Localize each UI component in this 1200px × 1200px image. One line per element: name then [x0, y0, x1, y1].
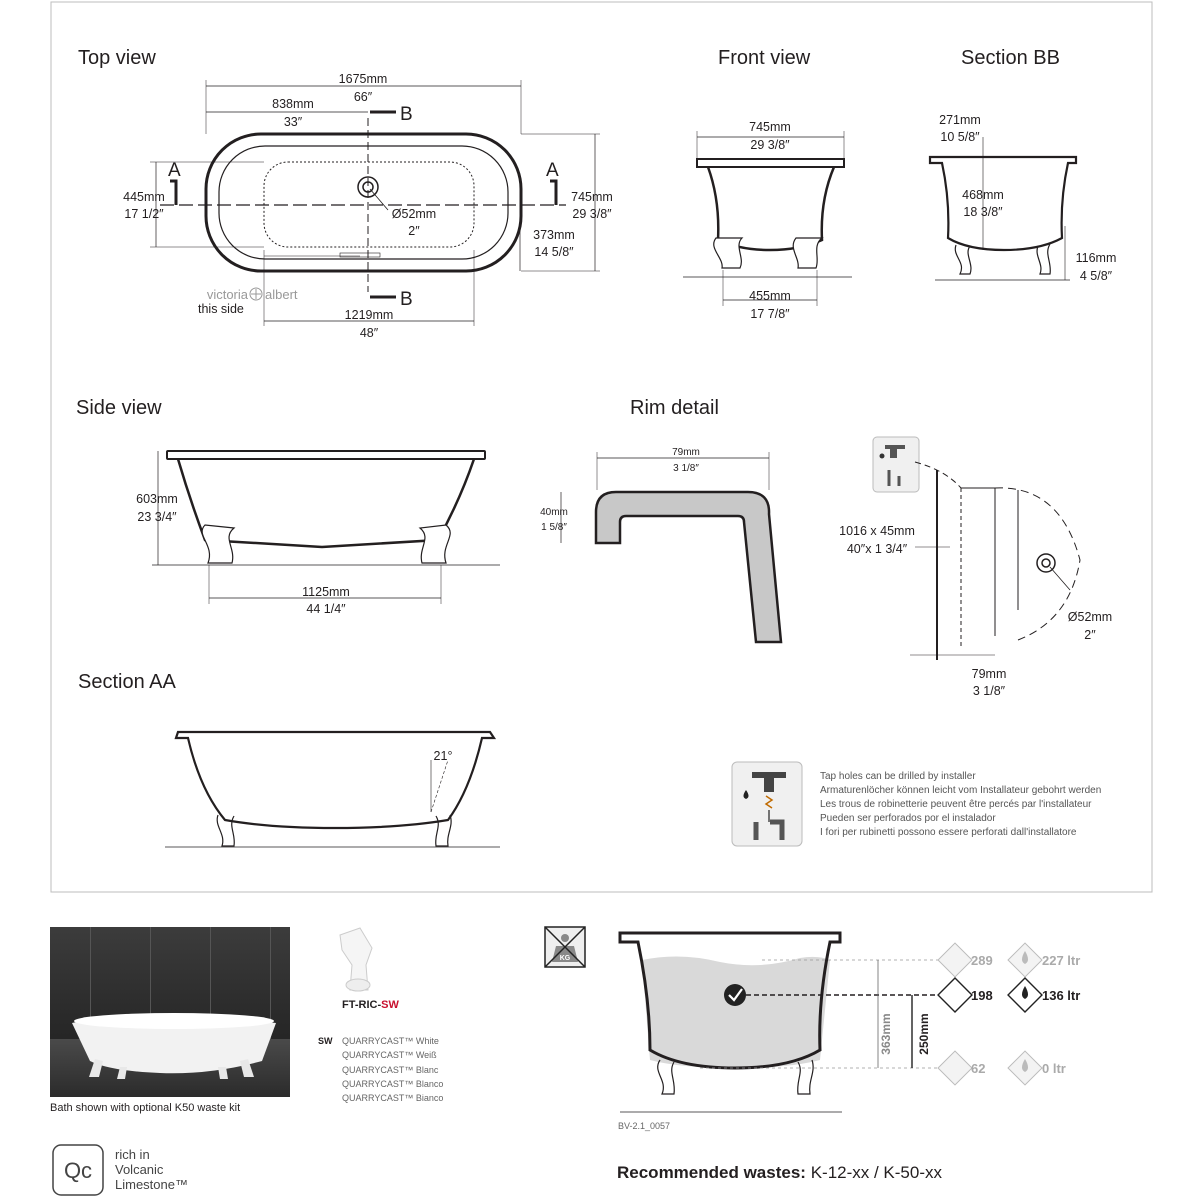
top-waste-mm: Ø52mm — [391, 207, 437, 221]
heading-section-bb: Section BB — [961, 47, 1060, 69]
side-feet-mm: 1125mm — [302, 585, 350, 599]
rim-width-in: 3 1/8″ — [673, 463, 699, 474]
side-view-drawing — [152, 451, 500, 604]
top-half-in: 33″ — [283, 115, 303, 129]
heading-top-view: Top view — [78, 47, 156, 69]
tap-waste-mm: Ø52mm — [1067, 610, 1113, 624]
top-marker-b-top: B — [400, 104, 413, 125]
bb-rim-mm: 271mm — [939, 113, 981, 127]
kg-icon — [938, 943, 972, 977]
qc-line-3: Limestone™ — [115, 1177, 188, 1192]
rim-height-mm: 40mm — [540, 507, 568, 518]
heading-section-aa: Section AA — [78, 671, 176, 693]
tap-note-line-1: Tap holes can be drilled by installer — [820, 771, 976, 782]
bb-depth-mm: 468mm — [962, 188, 1004, 202]
photo-caption: Bath shown with optional K50 waste kit — [50, 1102, 241, 1114]
capacity-row-full — [938, 943, 1080, 977]
top-width-mm: 745mm — [571, 190, 613, 204]
qc-line-2: Volcanic — [115, 1162, 164, 1177]
weight-icon — [545, 927, 585, 967]
top-base-in: 48″ — [359, 326, 379, 340]
brand-victoria: victoria — [206, 287, 248, 302]
svg-text:Qc: Qc — [63, 1158, 93, 1183]
side-feet-in: 44 1/4″ — [306, 602, 346, 616]
tap-hole-icon — [732, 762, 802, 846]
qc-description — [115, 1147, 188, 1192]
rim-width-mm: 79mm — [672, 447, 700, 458]
drawing-reference: BV-2.1_0057 — [618, 1121, 671, 1131]
recommended-wastes — [617, 1163, 942, 1183]
tap-deck-in: 40″x 1 3/4″ — [846, 542, 908, 556]
side-height-mm: 603mm — [136, 492, 178, 506]
aa-angle: 21° — [433, 749, 453, 763]
foot-finish-3: QUARRYCAST™ Blanc — [342, 1065, 439, 1075]
tap-note-line-5: I fori per rubinetti possono essere perforati dall'installatore — [820, 827, 1077, 838]
tap-note-line-2: Armaturenlöcher können leicht vom Installateur gebohrt werden — [820, 785, 1102, 796]
top-length-in: 66″ — [353, 90, 373, 104]
top-width-in: 29 3/8″ — [572, 207, 612, 221]
tap-waste-in: 2″ — [1084, 628, 1096, 642]
capacity-ltr-full: 227 ltr — [1042, 953, 1081, 968]
product-photo — [50, 927, 290, 1097]
heading-rim-detail: Rim detail — [630, 397, 719, 419]
foot-code — [342, 999, 399, 1011]
foot-code-prefix: FT-RIC- — [342, 999, 382, 1011]
front-width-mm: 745mm — [749, 120, 791, 134]
svg-text:KG: KG — [559, 955, 571, 962]
foot-finish-code: SW — [318, 1036, 333, 1046]
top-marker-a-left: A — [168, 160, 181, 181]
capacity-depth-total: 363mm — [879, 1013, 893, 1055]
front-view-drawing — [683, 131, 852, 306]
foot-finish-5: QUARRYCAST™ Bianco — [342, 1093, 444, 1103]
top-inner-width-mm: 445mm — [123, 190, 165, 204]
bb-foot-in: 4 5/8″ — [1079, 269, 1113, 283]
this-side-label: this side — [198, 302, 244, 316]
foot-finish-4: QUARRYCAST™ Blanco — [342, 1079, 444, 1089]
brand-albert: albert — [265, 287, 298, 302]
top-marker-a-right: A — [546, 160, 559, 181]
capacity-kg-recommended: 198 — [971, 988, 993, 1003]
top-half-mm: 838mm — [272, 97, 314, 111]
capacity-depth-water: 250mm — [917, 1013, 931, 1055]
rim-detail-drawing — [561, 452, 781, 642]
foot-code-suffix: SW — [381, 999, 399, 1011]
capacity-kg-full: 289 — [971, 953, 993, 968]
bb-foot-mm: 116mm — [1075, 251, 1117, 265]
capacity-row-empty — [938, 1051, 1066, 1085]
front-width-in: 29 3/8″ — [750, 138, 790, 152]
bb-rim-in: 10 5/8″ — [940, 130, 980, 144]
tap-note-line-3: Les trous de robinetterie peuvent être percés par l'installateur — [820, 799, 1092, 810]
bb-depth-in: 18 3/8″ — [963, 205, 1003, 219]
rim-height-in: 1 5/8″ — [541, 522, 567, 533]
top-length-mm: 1675mm — [338, 72, 388, 86]
tap-rim-mm: 79mm — [971, 667, 1007, 681]
section-bb-drawing — [930, 137, 1076, 280]
tap-deck-mm: 1016 x 45mm — [839, 524, 915, 538]
kg-icon — [938, 978, 972, 1012]
capacity-row-recommended — [938, 978, 1080, 1012]
qc-badge — [53, 1145, 103, 1195]
recommended-wastes-value: K-12-xx / K-50-xx — [810, 1163, 942, 1182]
foot-finish-2: QUARRYCAST™ Weiß — [342, 1050, 437, 1060]
top-inner-width-in: 17 1/2″ — [124, 207, 164, 221]
recommended-wastes-label: Recommended wastes: — [617, 1163, 806, 1182]
kg-icon — [938, 1051, 972, 1085]
foot-finish-1: QUARRYCAST™ White — [342, 1036, 439, 1046]
front-feet-in: 17 7/8″ — [750, 307, 790, 321]
top-waste-in: 2″ — [408, 224, 420, 238]
foot-icon — [340, 928, 372, 991]
capacity-kg-empty: 62 — [971, 1061, 986, 1076]
capacity-ltr-recommended: 136 ltr — [1042, 988, 1081, 1003]
heading-side-view: Side view — [76, 397, 162, 419]
tap-rim-in: 3 1/8″ — [972, 684, 1006, 698]
capacity-ltr-empty: 0 ltr — [1042, 1061, 1066, 1076]
drawing-frame — [51, 2, 1152, 892]
top-side-mm: 373mm — [533, 228, 575, 242]
heading-front-view: Front view — [718, 47, 811, 69]
top-base-mm: 1219mm — [344, 308, 394, 322]
qc-line-1: rich in — [115, 1147, 150, 1162]
front-feet-mm: 455mm — [749, 289, 791, 303]
top-side-in: 14 5/8″ — [534, 245, 574, 259]
side-height-in: 23 3/4″ — [137, 510, 177, 524]
top-marker-b-bottom: B — [400, 289, 413, 310]
tap-note-line-4: Pueden ser perforados por el instalador — [820, 813, 996, 824]
